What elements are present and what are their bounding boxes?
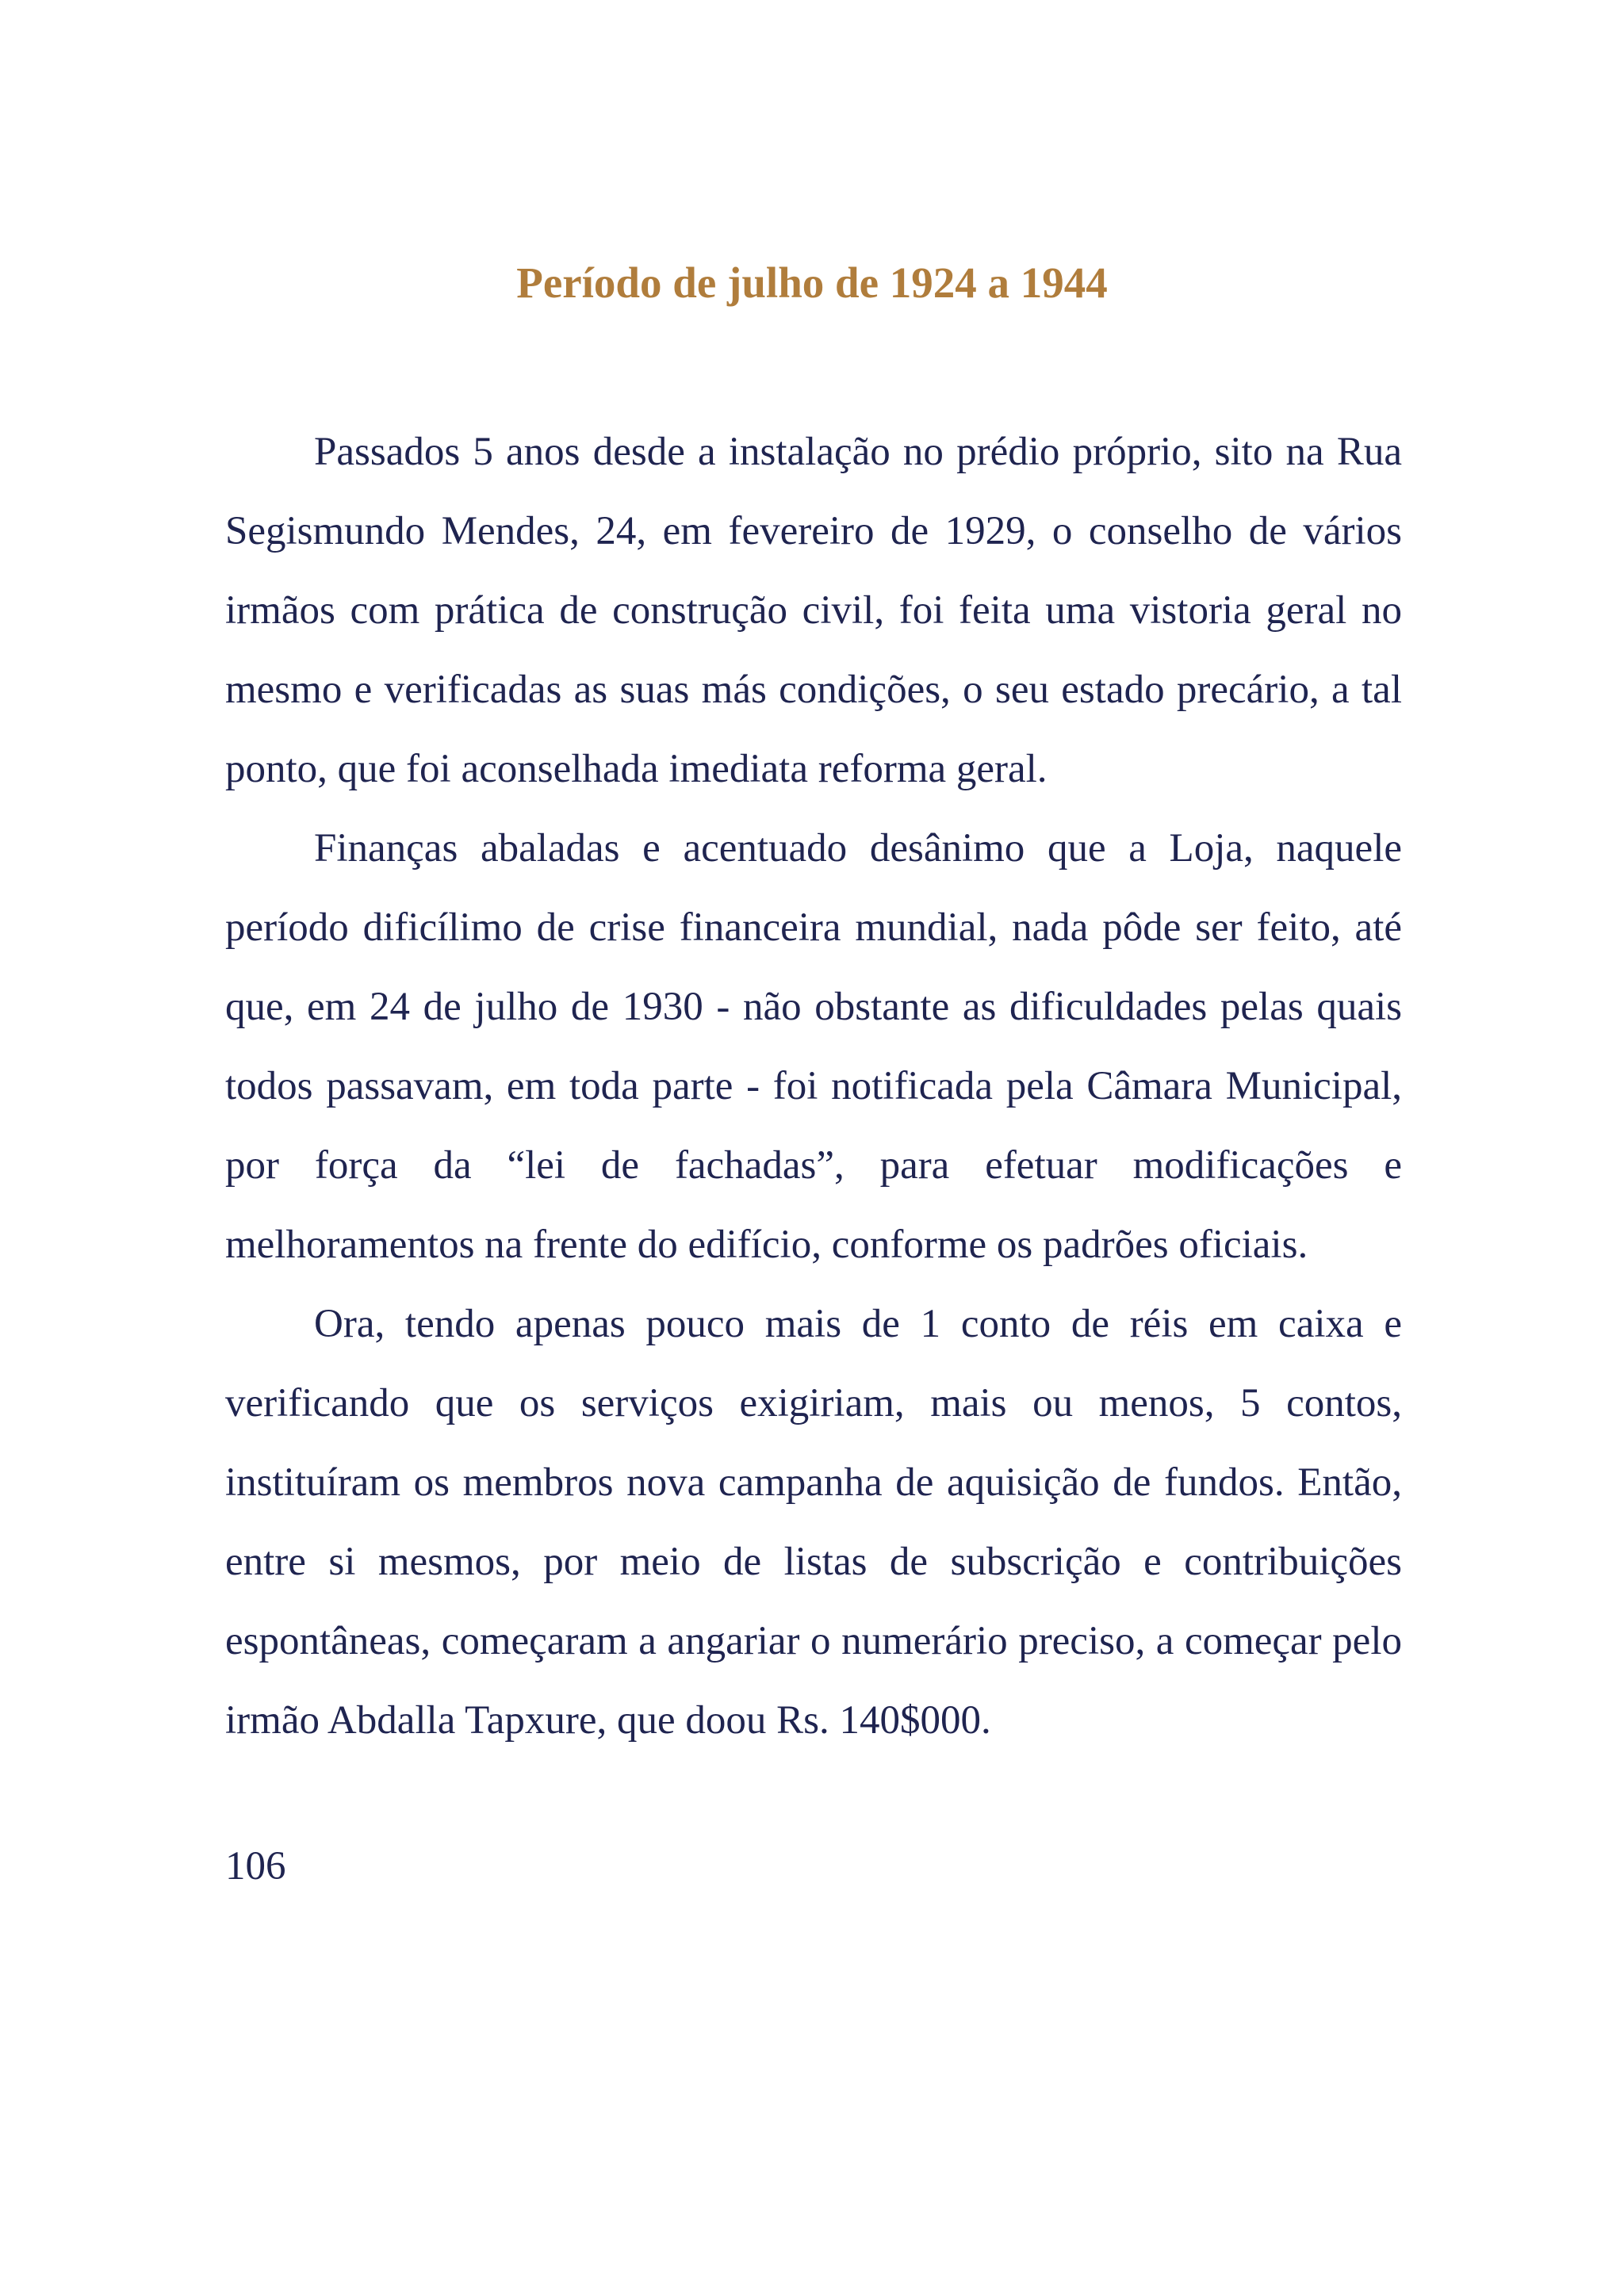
- paragraph-3: Ora, tendo apenas pouco mais de 1 conto de réis em caixa e verificando que os serviços exigiriam, mais ou menos, 5 contos, instituíram os membros nova campanha de aquisição de fundos. Então, entre si mesmos, por meio de listas de subscrição e contribuições espontâneas, começaram a angariar o numerário preciso, a começar pelo irmão Abdalla Tapxure, que doou Rs. 140$000.: [225, 1302, 1402, 1743]
- body-text: [225, 412, 1402, 1760]
- page-number: 106: [225, 1844, 286, 1888]
- section-heading: Período de julho de 1924 a 1944: [516, 258, 1108, 307]
- paragraph-1: Passados 5 anos desde a instalação no prédio próprio, sito na Rua Segismundo Mendes, 24, em fevereiro de 1929, o conselho de vários irmãos com prática de construção civil, foi feita uma vistoria geral no mesmo e verificadas as suas más condições, o seu estado precário, a tal ponto, que foi aconselhada imediata reforma geral.: [225, 430, 1402, 791]
- paragraph-2: Finanças abaladas e acentuado desânimo que a Loja, naquele período dificílimo de crise financeira mundial, nada pôde ser feito, até que, em 24 de julho de 1930 - não obstante as dificuldades pelas quais todos passavam, em toda parte - foi notificada pela Câmara Municipal, por força da “lei de fachadas”, para efetuar modificações e melhoramentos na frente do edifício, conforme os padrões oficiais.: [225, 826, 1402, 1267]
